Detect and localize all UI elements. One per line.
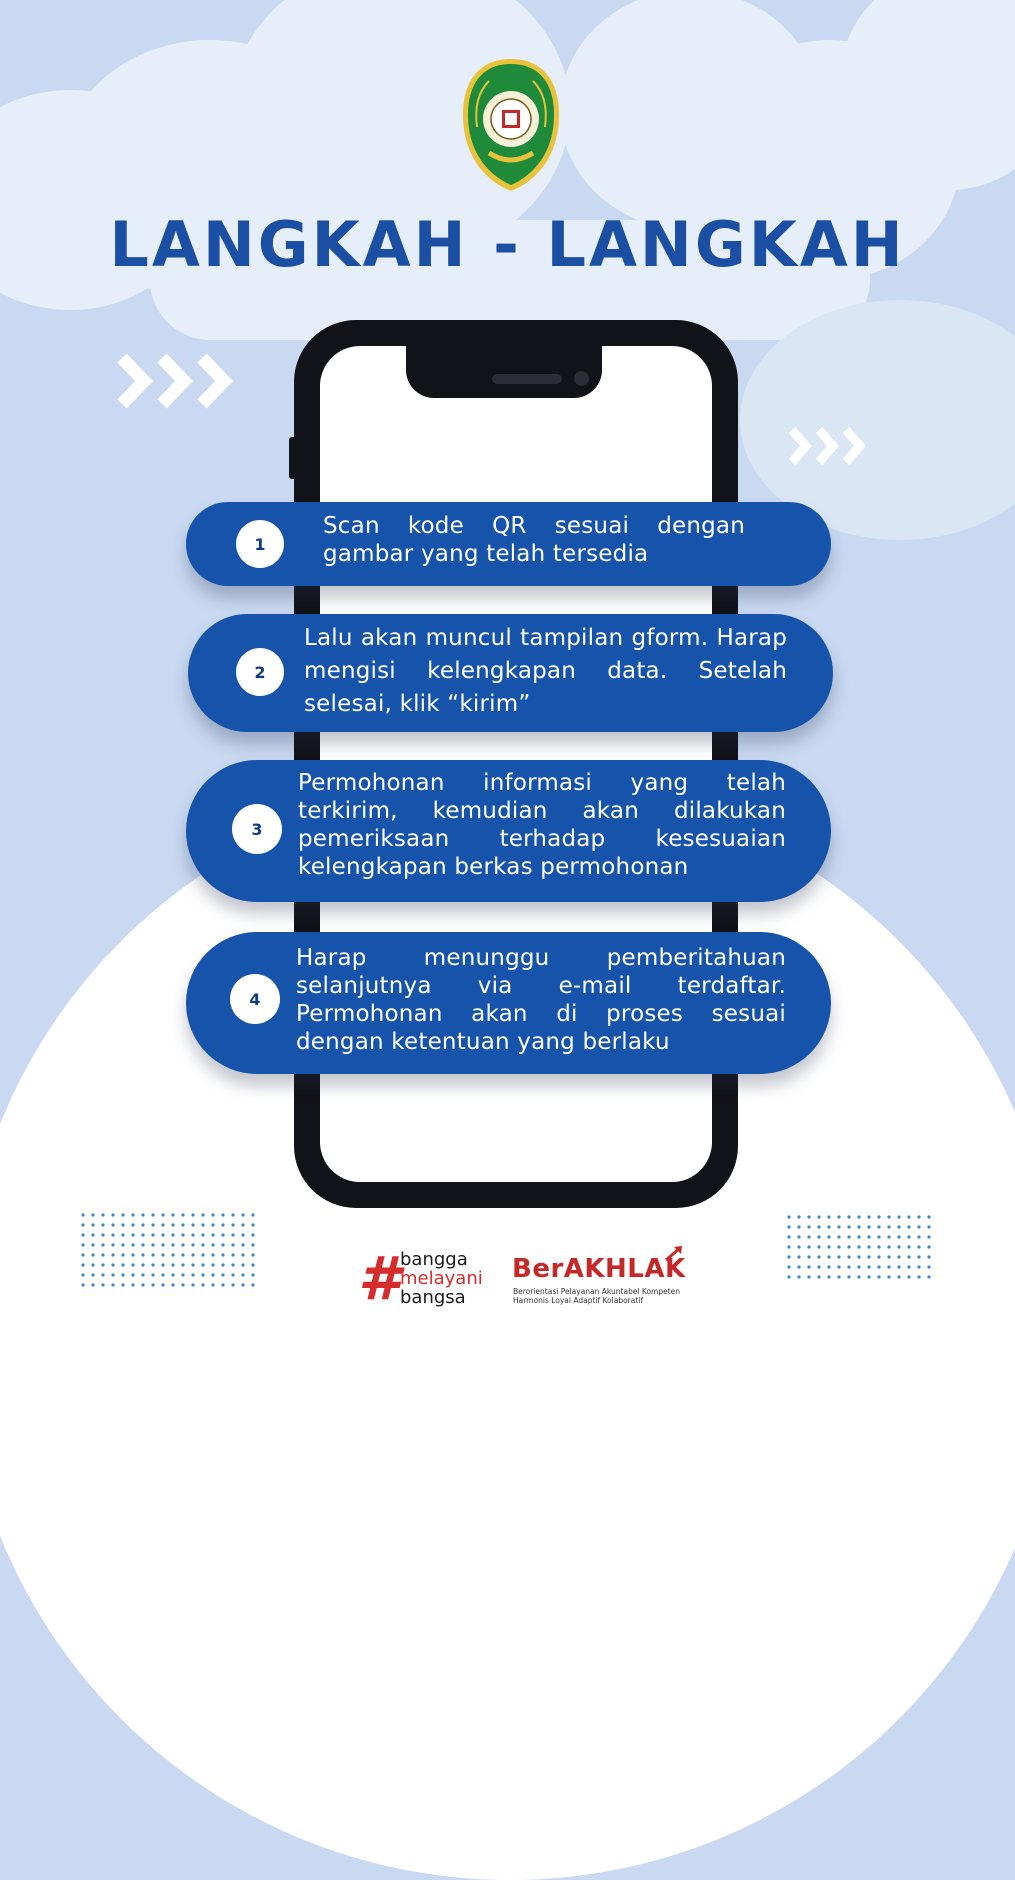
berakhlak-tagline-line: Berorientasi Pelayanan Akuntabel Kompeten [513, 1287, 681, 1296]
berakhlak-logo: BerAKHLAK [512, 1254, 686, 1284]
step-2 [188, 614, 833, 732]
step-4 [186, 932, 831, 1074]
step-3 [186, 760, 831, 902]
bangga-melayani-bangsa-logo [400, 1250, 483, 1307]
hashtag-line: melayani [400, 1268, 483, 1289]
berakhlak-tagline [513, 1287, 680, 1305]
berakhlak-tagline-line: Harmonis Loyal Adaptif Kolaboratif [513, 1296, 644, 1305]
hashtag-line: bangga [400, 1249, 468, 1270]
step-text: Scan kode QR sesuai dengan gambar yang telah tersedia [323, 513, 745, 567]
page-title: LANGKAH - LANGKAH [109, 208, 906, 281]
phone-camera [574, 371, 589, 386]
step-number: 4 [230, 974, 280, 1024]
hashtag-line: bangsa [400, 1287, 466, 1308]
step-text: Harap menunggu pemberitahuan selanjutnya via e-mail terdaftar. Permohonan akan di proses sesuai dengan ketentuan yang berlaku [296, 945, 786, 1055]
step-number: 1 [236, 520, 284, 568]
chevron-arrows-icon [788, 426, 878, 466]
step-number: 2 [236, 648, 284, 696]
chevron-arrows-icon [116, 352, 246, 410]
berakhlak-arrow-icon [664, 1246, 684, 1262]
dot-grid-decoration [786, 1214, 936, 1282]
hashtag-logo: # [358, 1244, 400, 1314]
court-emblem-logo [461, 57, 561, 193]
step-number: 3 [232, 804, 282, 854]
dot-grid-decoration [80, 1212, 255, 1288]
step-1 [186, 502, 831, 586]
step-text: Permohonan informasi yang telah terkirim, kemudian akan dilakukan pemeriksaan terhadap kesesuaian kelengkapan berkas permohonan [298, 770, 786, 880]
phone-speaker [492, 374, 562, 384]
step-text: Lalu akan muncul tampilan gform. Harap mengisi kelengkapan data. Setelah selesai, klik “kirim” [304, 625, 787, 717]
phone-notch [406, 346, 602, 398]
